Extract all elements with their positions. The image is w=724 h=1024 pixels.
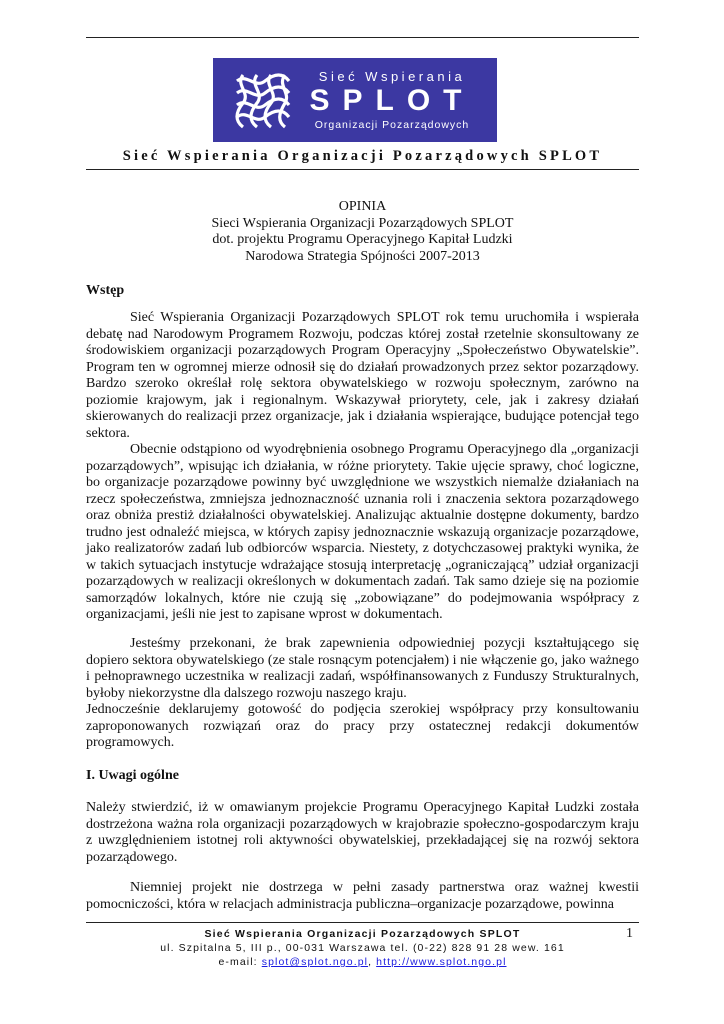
intro-paragraph-2: Obecnie odstąpiono od wyodrębnienia osobnego Programu Operacyjnego dla „organizacji pozarządowych”, wpisując ich działania, w różne priorytety. Takie ujęcie sprawy, choć logiczne, bo organizacje pozarządowe powinny być uwzględnione we wszystkich niemalże działaniach na rzecz społeczeństwa, zmniejsza jednoznaczność uznania roli i znaczenia sektora pozarządowego oraz obniża prestiż działalności obywatelskiej. Analizując aktualnie dostępne dokumenty, bardzo trudno jest odnaleźć miejsca, w których zapisy jednoznacznie wskazują organizacje pozarządowe, jako realizatorów zadań lub odbiorców wsparcia. Niestety, z dotychczasowej praktyki wynika, że w takich sytuacjach instytucje wdrażające stosują interpretację „ograniczającą” udział organizacji pozarządowych w realizacji określonych w dokumentach zadań. Tak samo dzieje się na poziomie samorządów lokalnych, które nie czują się „zobowiązane” do podejmowania współpracy z organizacjami, jeśli nie jest to zapisane wprost w dokumentach. <box>86 442 639 622</box>
intro-heading: Wstęp <box>86 283 125 298</box>
footer-contact <box>86 956 639 968</box>
title-line-1: OPINIA <box>338 199 387 214</box>
woven-mark-icon <box>233 71 293 129</box>
logo-line-2: SPLOT <box>309 84 475 117</box>
general-remarks-heading: I. Uwagi ogólne <box>86 768 179 783</box>
splot-logo <box>213 58 497 142</box>
email-label: e-mail: <box>218 956 258 968</box>
logo-line-1: Sieć Wspierania <box>318 69 466 84</box>
footer-organization: Sieć Wspierania Organizacji Pozarządowych SPLOT <box>204 928 521 940</box>
intro-paragraph-4: Jednocześnie deklarujemy gotowość do podjęcia szerokiej współpracy przy konsultowaniu zaproponowanych rozwiązań oraz do pracy przy ostatecznej redakcji dokumentów programowych. <box>86 702 639 750</box>
intro-paragraph-3: Jesteśmy przekonani, że brak zapewnienia odpowiedniej pozycji kształtującego się dopiero sektora obywatelskiego (ze stale rosnącym potencjałem) i nie włączenie go, jako ważnego i pełnoprawnego uczestnika w realizacji zadań, współfinansowanych z Funduszy Strukturalnych, byłoby niekorzystne dla dalszego rozwoju naszego kraju. <box>86 636 639 701</box>
footer-rule <box>86 922 639 923</box>
contact-separator: , <box>368 956 373 968</box>
top-rule <box>86 37 639 38</box>
title-line-2: Sieci Wspierania Organizacji Pozarządowych SPLOT <box>211 215 514 231</box>
intro-paragraph-1: Sieć Wspierania Organizacji Pozarządowych SPLOT rok temu uruchomiła i wspierała debatę nad Narodowym Programem Rozwoju, podczas której został rzetelnie skonsultowany ze środowiskiem organizacji pozarządowych Program Operacyjny „Społeczeństwo Obywatelskie”. Program ten w ogromnej mierze odnosił się do działań prowadzonych przez sektor pozarządowy. Bardzo szeroko określał rolę sektora obywatelskiego w rozwoju społecznym, zarówno na poziomie krajowym, jak i regionalnym. Wskazywał priorytety, cele, jak i zakresy działań skierowanych do realizacji przez organizacje, jak i działania wspierające, budujące potencjał tego sektora. <box>86 310 639 441</box>
logo-line-3: Organizacji Pozarządowych <box>314 119 470 131</box>
header-rule <box>86 169 639 170</box>
organization-header: Sieć Wspierania Organizacji Pozarządowych SPLOT <box>122 148 603 164</box>
title-line-3: dot. projektu Programu Operacyjnego Kapitał Ludzki <box>212 232 513 247</box>
general-paragraph-1: Należy stwierdzić, iż w omawianym projekcie Programu Operacyjnego Kapitał Ludzki została dostrzeżona ważna rola organizacji pozarządowych w krajobrazie społeczno-gospodarczym kraju z uwzględnieniem istotnej roli aktywności obywatelskiej, przekładającej się na rozwój sektora pozarządowego. <box>86 800 639 865</box>
email-link[interactable]: splot@splot.ngo.pl <box>261 956 369 968</box>
page-number: 1 <box>626 926 633 941</box>
title-line-4: Narodowa Strategia Spójności 2007-2013 <box>245 248 480 264</box>
document-title <box>86 199 639 265</box>
general-paragraph-2: Niemniej projekt nie dostrzega w pełni zasady partnerstwa oraz ważnej kwestii pomocniczości, która w relacjach administracja publiczna–organizacje pozarządowe, powinna <box>86 880 639 912</box>
website-link[interactable]: http://www.splot.ngo.pl <box>376 956 507 968</box>
footer-address: ul. Szpitalna 5, III p., 00-031 Warszawa tel. (0-22) 828 91 28 wew. 161 <box>160 942 565 954</box>
